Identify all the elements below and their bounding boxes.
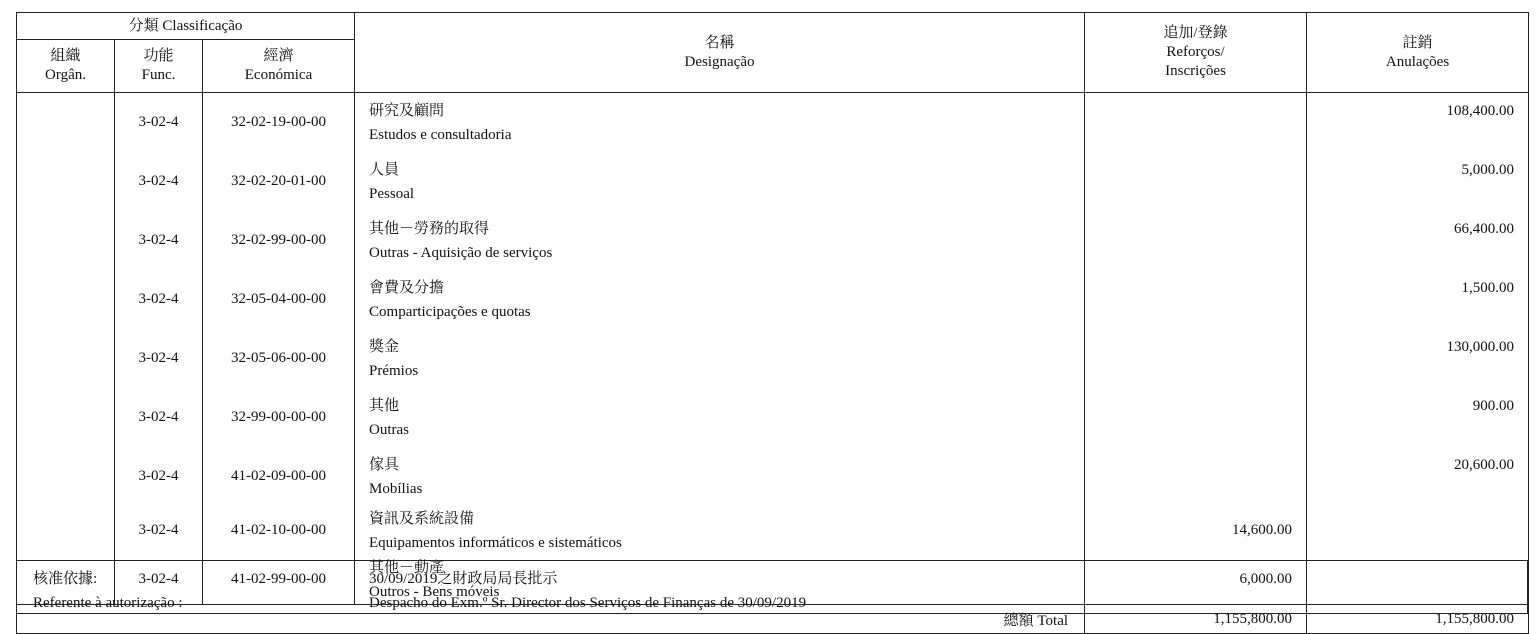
economic-cell: 32-05-04-00-00 [203, 270, 355, 329]
func-cell: 3-02-4 [115, 152, 203, 211]
header-row-1 [17, 13, 1529, 40]
annulment-cell: 130,000.00 [1307, 329, 1529, 388]
economic-cell: 32-02-19-00-00 [203, 93, 355, 153]
reinforcement-cell [1085, 270, 1307, 329]
reinforcements-header-pt2: Inscrições [1165, 63, 1226, 79]
reinforcements-header-zh: 追加/登錄 [1163, 25, 1228, 41]
economic-header-zh: 經濟 [263, 48, 294, 64]
economic-cell: 41-02-09-00-00 [203, 447, 355, 506]
classification-header: 分類 Classificação [17, 13, 355, 40]
designation-cell [355, 152, 1085, 211]
designation-zh: 傢具 [369, 456, 400, 473]
annulment-cell: 900.00 [1307, 388, 1529, 447]
economic-cell: 32-05-06-00-00 [203, 329, 355, 388]
reinforcement-cell [1085, 152, 1307, 211]
economic-header-pt: Económica [244, 67, 313, 83]
designation-cell [355, 388, 1085, 447]
table-row [17, 211, 1529, 270]
reinforcement-cell: 14,600.00 [1085, 506, 1307, 555]
economic-header [203, 40, 355, 93]
table-row [17, 388, 1529, 447]
designation-pt: Comparticipações e quotas [369, 303, 531, 320]
reinforcements-header [1085, 13, 1307, 93]
designation-header-zh: 名稱 [704, 34, 735, 51]
authorization-label-pt: Referente à autorização : [33, 595, 183, 611]
func-cell: 3-02-4 [115, 506, 203, 555]
designation-zh: 會費及分擔 [369, 279, 445, 296]
budget-table [16, 12, 1529, 634]
designation-pt: Mobílias [369, 480, 423, 497]
table-row [17, 447, 1529, 506]
table-row [17, 152, 1529, 211]
func-header-zh: 功能 [143, 48, 174, 64]
organ-cell [17, 447, 115, 506]
table-row [17, 506, 1529, 555]
organ-cell [17, 506, 115, 555]
authorization-footer [16, 560, 1528, 614]
designation-pt: Equipamentos informáticos e sistemáticos [369, 534, 622, 551]
designation-cell [355, 506, 1085, 555]
annulment-cell: 1,500.00 [1307, 270, 1529, 329]
economic-cell: 32-99-00-00-00 [203, 388, 355, 447]
table-row [17, 93, 1529, 153]
designation-header-pt: Designação [684, 53, 755, 70]
reinforcement-cell [1085, 211, 1307, 270]
annulment-cell: 108,400.00 [1307, 93, 1529, 153]
designation-zh: 其他－勞務的取得 [369, 220, 490, 237]
designation-pt: Outras [369, 421, 410, 438]
func-header-pt: Func. [141, 67, 176, 83]
func-cell: 3-02-4 [115, 447, 203, 506]
annulment-cell: 66,400.00 [1307, 211, 1529, 270]
func-cell: 3-02-4 [115, 388, 203, 447]
func-cell: 3-02-4 [115, 211, 203, 270]
designation-cell [355, 93, 1085, 153]
designation-cell [355, 329, 1085, 388]
organ-cell [17, 93, 115, 153]
economic-cell: 41-02-99-00-00 [203, 555, 355, 605]
organ-cell [17, 152, 115, 211]
designation-zh: 資訊及系統設備 [369, 510, 475, 527]
organ-header [17, 40, 115, 93]
reinforcement-cell [1085, 329, 1307, 388]
designation-pt: Estudos e consultadoria [369, 126, 512, 143]
designation-cell [355, 270, 1085, 329]
designation-pt: Outras - Aquisição de serviços [369, 244, 553, 261]
reinforcement-cell [1085, 93, 1307, 153]
designation-pt: Outros - Bens móveis [369, 583, 500, 600]
func-cell: 3-02-4 [115, 93, 203, 153]
func-cell: 3-02-4 [115, 329, 203, 388]
authorization-value-zh: 30/09/2019之財政局局長批示 [369, 571, 558, 587]
func-header [115, 40, 203, 93]
designation-zh: 其他－動產 [369, 559, 445, 576]
total-reinforcements: 1,155,800.00 [1085, 605, 1307, 634]
economic-cell: 32-02-20-01-00 [203, 152, 355, 211]
designation-header [355, 13, 1085, 93]
authorization-label-zh: 核准依據: [33, 571, 98, 587]
authorization-label [33, 567, 183, 615]
designation-pt: Pessoal [369, 185, 415, 202]
economic-cell: 41-02-10-00-00 [203, 506, 355, 555]
designation-zh: 人員 [369, 161, 400, 178]
table-row [17, 270, 1529, 329]
designation-zh: 研究及顧問 [369, 102, 445, 119]
annulment-cell: 5,000.00 [1307, 152, 1529, 211]
organ-cell [17, 270, 115, 329]
reinforcements-header-pt1: Reforços/ [1166, 44, 1225, 60]
total-label: 總額 Total [17, 605, 1085, 634]
organ-header-zh: 組織 [50, 48, 81, 64]
annulments-header-zh: 註銷 [1402, 34, 1433, 51]
annulment-cell: 20,600.00 [1307, 447, 1529, 506]
func-cell: 3-02-4 [115, 270, 203, 329]
designation-zh: 獎金 [369, 338, 400, 355]
authorization-value-pt: Despacho do Exm.º Sr. Director dos Serviços de Finanças de 30/09/2019 [369, 595, 807, 611]
reinforcement-cell: 6,000.00 [1085, 555, 1307, 605]
annulment-cell [1307, 506, 1529, 555]
economic-cell: 32-02-99-00-00 [203, 211, 355, 270]
authorization-value [369, 567, 806, 615]
organ-cell [17, 388, 115, 447]
organ-cell [17, 329, 115, 388]
organ-cell [17, 211, 115, 270]
reinforcement-cell [1085, 447, 1307, 506]
annulments-header [1307, 13, 1529, 93]
func-cell: 3-02-4 [115, 555, 203, 605]
annulments-header-pt: Anulações [1385, 53, 1450, 70]
designation-zh: 其他 [369, 397, 400, 414]
designation-cell [355, 447, 1085, 506]
total-annulments: 1,155,800.00 [1307, 605, 1529, 634]
organ-header-pt: Orgân. [45, 67, 86, 83]
table-row [17, 329, 1529, 388]
designation-cell [355, 211, 1085, 270]
reinforcement-cell [1085, 388, 1307, 447]
designation-pt: Prémios [369, 362, 419, 379]
